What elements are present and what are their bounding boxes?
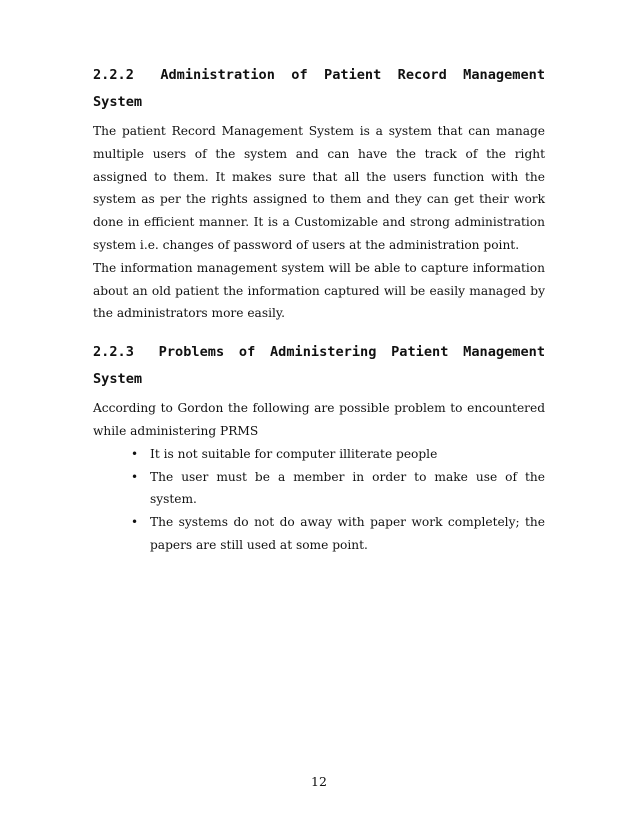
bullet-text: It is not suitable for computer illiterate people (150, 446, 438, 461)
section-title: Problems of Administering Patient Management System (93, 344, 545, 388)
bullet-list (93, 443, 545, 557)
section-number: 2.2.3 (93, 344, 134, 361)
section-heading (93, 339, 545, 393)
bullet-item (131, 466, 545, 512)
section-title: Administration of Patient Record Management System (93, 67, 546, 110)
bullet-text: The systems do not do away with paper work completely; the papers are still used at some point. (150, 515, 545, 552)
bullet-text: The user must be a member in order to make use of the system. (150, 469, 545, 507)
paragraph: The patient Record Management System is a system that can manage multiple users of the system and can have the track of the right assigned to them. It makes sure that all the users function with the system as per the rights assigned to them and they can get their work done in efficient manner. It is a Customizable and strong administration system i.e. changes of password of users at the administration point. (93, 124, 545, 252)
section-number: 2.2.2 (93, 67, 134, 83)
bullet-icon: • (131, 469, 139, 484)
bullet-icon: • (131, 446, 139, 461)
paragraph: The information management system will be able to capture information about an old patient the information captured will be easily managed by the administrators more easily. (93, 260, 545, 321)
bullet-icon: • (131, 515, 139, 530)
document-page (93, 62, 545, 557)
paragraph: According to Gordon the following are possible problem to encountered while administering PRMS (93, 401, 545, 438)
section-heading (93, 62, 545, 116)
section-2-2-2 (93, 62, 545, 325)
bullet-item (131, 511, 545, 557)
section-2-2-3 (93, 339, 545, 557)
bullet-item (131, 443, 545, 466)
page-number: 12 (311, 774, 327, 789)
